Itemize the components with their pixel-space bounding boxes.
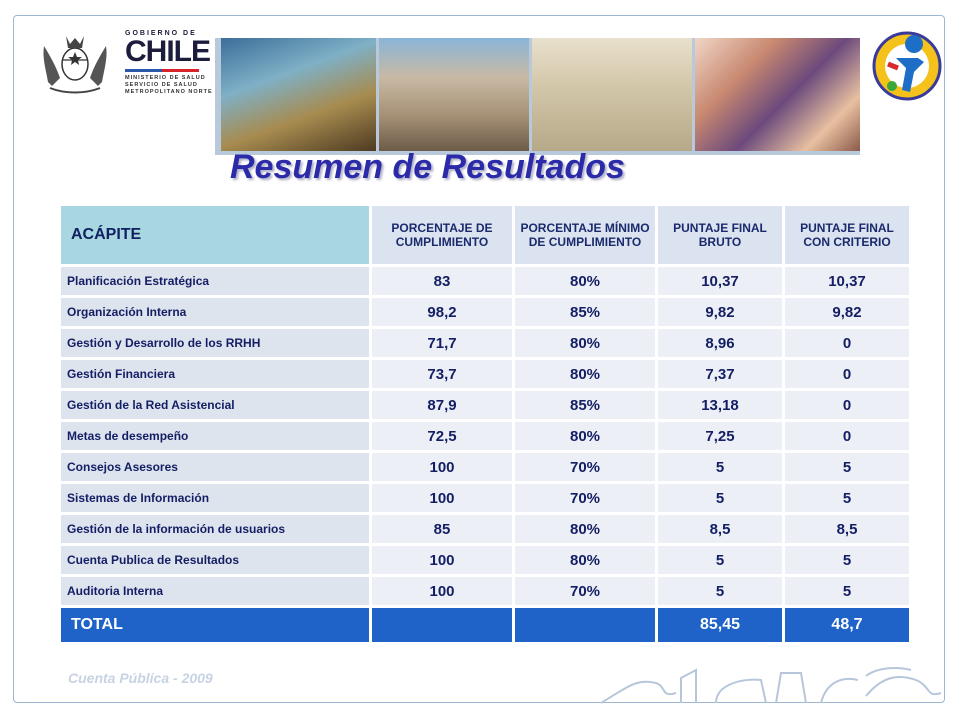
coat-of-arms-icon (30, 26, 120, 96)
cell-porcentaje: 100 (372, 453, 512, 481)
cell-porcentaje: 83 (372, 267, 512, 295)
cell-porcentaje: 87,9 (372, 391, 512, 419)
table-row (61, 577, 909, 605)
cell-minimo: 80% (515, 267, 655, 295)
cell-criterio: 0 (785, 391, 909, 419)
cell-minimo: 85% (515, 298, 655, 326)
header-puntaje-bruto: PUNTAJE FINAL BRUTO (658, 206, 782, 264)
cell-minimo: 70% (515, 577, 655, 605)
cell-bruto: 5 (658, 484, 782, 512)
cell-porcentaje: 98,2 (372, 298, 512, 326)
cell-criterio: 10,37 (785, 267, 909, 295)
cell-bruto: 5 (658, 546, 782, 574)
building-photo (379, 38, 529, 151)
results-table (58, 203, 912, 645)
cell-criterio: 5 (785, 577, 909, 605)
cell-bruto: 13,18 (658, 391, 782, 419)
cell-bruto: 5 (658, 577, 782, 605)
table-row (61, 422, 909, 450)
cell-minimo: 80% (515, 329, 655, 357)
table-header-row (61, 206, 909, 264)
cell-acapite: Sistemas de Información (61, 484, 369, 512)
cell-criterio: 5 (785, 484, 909, 512)
header-porcentaje-cumplimiento: PORCENTAJE DE CUMPLIMIENTO (372, 206, 512, 264)
cell-criterio: 8,5 (785, 515, 909, 543)
table-row (61, 453, 909, 481)
cell-acapite: Gestión de la Red Asistencial (61, 391, 369, 419)
cell-bruto: 8,96 (658, 329, 782, 357)
cell-acapite: Gestión Financiera (61, 360, 369, 388)
cell-acapite: Gestión y Desarrollo de los RRHH (61, 329, 369, 357)
cell-porcentaje: 85 (372, 515, 512, 543)
footer-label: Cuenta Pública - 2009 (68, 670, 213, 686)
logo-name: CHILE (125, 35, 210, 68)
government-logo (125, 30, 213, 96)
cell-minimo: 80% (515, 515, 655, 543)
logo-line-2: SERVICIO DE SALUD (125, 82, 198, 88)
cell-minimo: 85% (515, 391, 655, 419)
table-row (61, 360, 909, 388)
cell-bruto: 8,5 (658, 515, 782, 543)
total-bruto: 85,45 (658, 608, 782, 642)
cell-criterio: 0 (785, 360, 909, 388)
cell-bruto: 7,37 (658, 360, 782, 388)
cell-porcentaje: 100 (372, 577, 512, 605)
table-row (61, 546, 909, 574)
cell-minimo: 80% (515, 546, 655, 574)
cell-bruto: 9,82 (658, 298, 782, 326)
logo-top-text: GOBIERNO DE (125, 30, 197, 37)
total-porcentaje (372, 608, 512, 642)
mural-photo (221, 38, 376, 151)
header-puntaje-criterio: PUNTAJE FINAL CON CRITERIO (785, 206, 909, 264)
cell-acapite: Metas de desempeño (61, 422, 369, 450)
table-row (61, 391, 909, 419)
header-porcentaje-minimo: PORCENTAJE MÍNIMO DE CUMPLIMIENTO (515, 206, 655, 264)
cell-bruto: 10,37 (658, 267, 782, 295)
table-row (61, 515, 909, 543)
cell-minimo: 80% (515, 422, 655, 450)
cell-minimo: 70% (515, 453, 655, 481)
photo-strip (215, 38, 860, 155)
total-label: TOTAL (61, 608, 369, 642)
cell-bruto: 7,25 (658, 422, 782, 450)
cell-porcentaje: 100 (372, 546, 512, 574)
logo-color-bar (125, 69, 199, 72)
cell-criterio: 0 (785, 422, 909, 450)
table-row (61, 329, 909, 357)
cell-criterio: 5 (785, 453, 909, 481)
cell-acapite: Auditoria Interna (61, 577, 369, 605)
cell-acapite: Gestión de la información de usuarios (61, 515, 369, 543)
table-row (61, 298, 909, 326)
total-minimo (515, 608, 655, 642)
cell-criterio: 5 (785, 546, 909, 574)
cell-criterio: 0 (785, 329, 909, 357)
page-title: Resumen de Resultados (230, 148, 625, 186)
cell-porcentaje: 100 (372, 484, 512, 512)
cell-acapite: Consejos Asesores (61, 453, 369, 481)
cell-acapite: Cuenta Publica de Resultados (61, 546, 369, 574)
cell-porcentaje: 73,7 (372, 360, 512, 388)
cell-acapite: Planificación Estratégica (61, 267, 369, 295)
table-row (61, 484, 909, 512)
footer-line-art (596, 658, 946, 708)
table-row (61, 267, 909, 295)
cell-criterio: 9,82 (785, 298, 909, 326)
cell-porcentaje: 71,7 (372, 329, 512, 357)
cell-acapite: Organización Interna (61, 298, 369, 326)
hospital-logo-icon (862, 14, 947, 114)
logo-line-1: MINISTERIO DE SALUD (125, 75, 206, 81)
total-row (61, 608, 909, 642)
cell-minimo: 70% (515, 484, 655, 512)
cell-bruto: 5 (658, 453, 782, 481)
cell-porcentaje: 72,5 (372, 422, 512, 450)
children-photo (695, 38, 860, 151)
logo-line-3: METROPOLITANO NORTE (125, 89, 213, 95)
total-criterio: 48,7 (785, 608, 909, 642)
cell-minimo: 80% (515, 360, 655, 388)
old-building-photo (532, 38, 692, 151)
header-acapite: ACÁPITE (61, 206, 369, 264)
